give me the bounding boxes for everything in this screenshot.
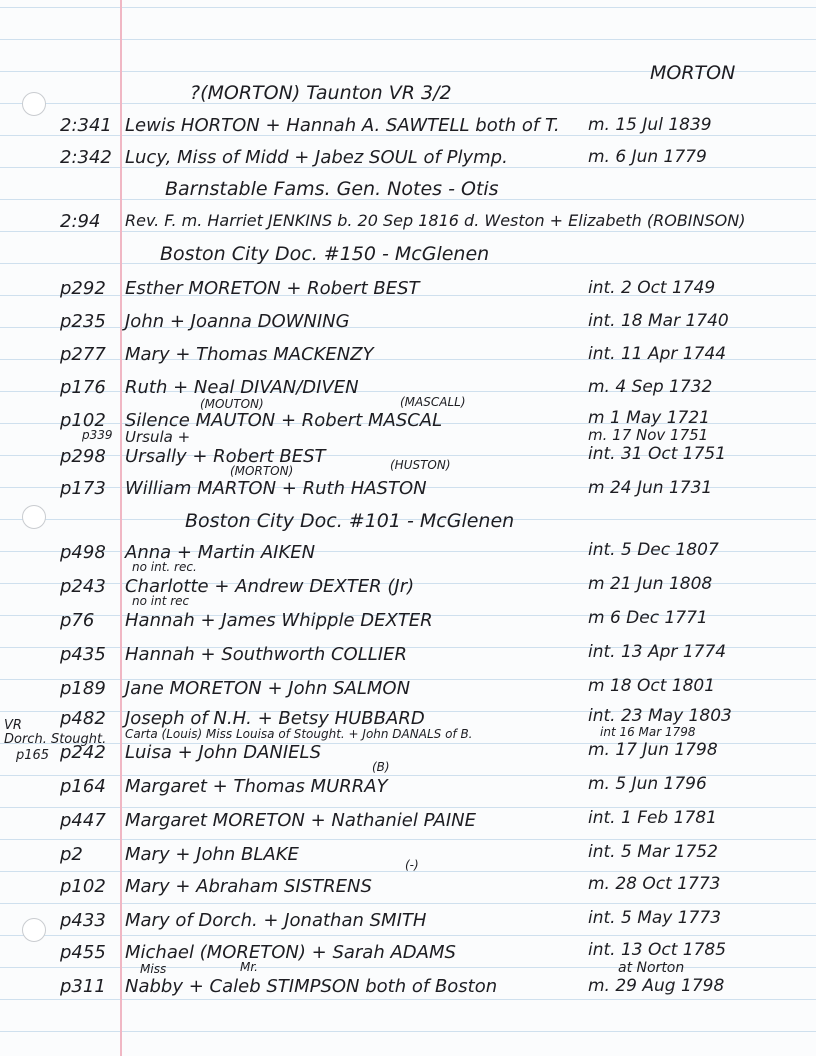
source-heading-barnstable: Barnstable Fams. Gen. Notes - Otis	[165, 178, 499, 200]
annotation-miss: Miss	[140, 962, 167, 976]
record-date: int. 31 Oct 1751	[588, 444, 727, 464]
record-names: Jane MORETON + John SALMON	[125, 678, 411, 699]
record-date: m 6 Dec 1771	[588, 608, 708, 628]
record-date: m. 17 Jun 1798	[588, 740, 718, 760]
record-date: int. 1 Feb 1781	[588, 808, 717, 828]
record-names: Esther MORETON + Robert BEST	[125, 278, 420, 299]
record-ref: p298	[60, 446, 106, 467]
record-names: Mary + John BLAKE	[125, 844, 299, 865]
annotation-mr: Mr.	[240, 960, 258, 974]
record-date: int. 5 May 1773	[588, 908, 722, 928]
record-names: Luisa + John DANIELS	[125, 742, 322, 763]
record-ref: p242	[60, 742, 106, 763]
side-note-dorch: Dorch. Stought.	[4, 732, 107, 747]
record-ref: p455	[60, 942, 106, 963]
record-names: Silence MAUTON + Robert MASCAL	[125, 410, 443, 431]
annotation-dorch-date: int 16 Mar 1798	[600, 725, 696, 739]
annotation-huston: (HUSTON)	[390, 458, 451, 472]
record-names: John + Joanna DOWNING	[125, 311, 350, 332]
record-ref: p164	[60, 776, 106, 797]
record-ref: p498	[60, 542, 106, 563]
record-date: int. 13 Oct 1785	[588, 940, 727, 960]
record-ref: p76	[60, 610, 95, 631]
annotation-sistrens-mark: (-)	[405, 858, 419, 872]
annotation-at-norton: at Norton	[618, 960, 685, 976]
record-date: m. 5 Jun 1796	[588, 774, 707, 794]
record-date: m. 4 Sep 1732	[588, 377, 713, 397]
record-date: int. 23 May 1803	[588, 706, 732, 726]
record-ref: p435	[60, 644, 106, 665]
annotation-no-int-rec: no int rec	[132, 594, 190, 608]
record-date: int. 18 Mar 1740	[588, 311, 729, 331]
record-names: Margaret MORETON + Nathaniel PAINE	[125, 810, 477, 831]
record-ref: p235	[60, 311, 106, 332]
record-ref: p189	[60, 678, 106, 699]
record-names: William MARTON + Ruth HASTON	[125, 478, 427, 499]
record-ref: p176	[60, 377, 106, 398]
record-ref: 2:94	[60, 211, 101, 232]
record-ref: p311	[60, 976, 106, 997]
record-ref: p292	[60, 278, 106, 299]
record-names: Lucy, Miss of Midd + Jabez SOUL of Plymp.	[125, 147, 508, 168]
source-heading-boston-150: Boston City Doc. #150 - McGlenen	[160, 243, 490, 265]
record-ref: p102	[60, 876, 106, 897]
record-ref: 2:341	[60, 115, 112, 136]
record-date: m. 29 Aug 1798	[588, 976, 725, 996]
record-names: Michael (MORETON) + Sarah ADAMS	[125, 942, 456, 963]
record-names: Joseph of N.H. + Betsy HUBBARD	[125, 708, 425, 729]
record-names: Ursally + Robert BEST	[125, 446, 326, 467]
annotation-morton: (MORTON)	[230, 464, 294, 478]
record-names: Mary of Dorch. + Jonathan SMITH	[125, 910, 427, 931]
record-names: Mary + Abraham SISTRENS	[125, 876, 372, 897]
red-margin-line	[120, 0, 122, 1056]
record-names: Hannah + James Whipple DEXTER	[125, 610, 433, 631]
punch-hole-icon	[22, 505, 46, 529]
source-heading-boston-101: Boston City Doc. #101 - McGlenen	[185, 510, 515, 532]
record-date: m 18 Oct 1801	[588, 676, 716, 696]
record-names: Rev. F. m. Harriet JENKINS b. 20 Sep 1816 d. Weston + Elizabeth (ROBINSON)	[125, 211, 746, 230]
record-date: int. 11 Apr 1744	[588, 344, 727, 364]
punch-hole-icon	[22, 92, 46, 116]
record-ref: p2	[60, 844, 83, 865]
record-ref: p339	[82, 428, 113, 442]
annotation-no-int-rec: no int. rec.	[132, 560, 197, 574]
record-date: m 24 Jun 1731	[588, 478, 713, 498]
record-ref: p173	[60, 478, 106, 499]
record-date: m 1 May 1721	[588, 408, 710, 428]
record-names: Ursula +	[125, 428, 191, 446]
side-note-page: p165	[16, 748, 50, 763]
record-names: Hannah + Southworth COLLIER	[125, 644, 407, 665]
side-note-vr: VR	[4, 718, 22, 733]
record-names: Nabby + Caleb STIMPSON both of Boston	[125, 976, 498, 997]
record-ref: p277	[60, 344, 106, 365]
record-date: int. 5 Dec 1807	[588, 540, 719, 560]
record-names: Margaret + Thomas MURRAY	[125, 776, 388, 797]
record-names: Mary + Thomas MACKENZY	[125, 344, 374, 365]
record-ref: p447	[60, 810, 106, 831]
record-ref: p243	[60, 576, 106, 597]
record-ref: p102	[60, 410, 106, 431]
record-ref: p482	[60, 708, 106, 729]
record-names: Lewis HORTON + Hannah A. SAWTELL both of T.	[125, 115, 560, 136]
record-names: Charlotte + Andrew DEXTER (Jr)	[125, 576, 415, 597]
surname-header: MORTON	[650, 62, 736, 84]
record-date: m 21 Jun 1808	[588, 574, 713, 594]
record-date: m. 17 Nov 1751	[588, 426, 709, 444]
record-date: int. 5 Mar 1752	[588, 842, 718, 862]
annotation-mouton: (MOUTON)	[200, 397, 264, 411]
punch-hole-icon	[22, 918, 46, 942]
record-date: m. 28 Oct 1773	[588, 874, 721, 894]
annotation-mascall: (MASCALL)	[400, 395, 466, 409]
annotation-daniels-b: (B)	[372, 760, 390, 774]
record-names: Ruth + Neal DIVAN/DIVEN	[125, 377, 359, 398]
annotation-dorch-insert: Carta (Louis) Miss Louisa of Stought. + John DANALS of B.	[125, 727, 473, 741]
record-ref: 2:342	[60, 147, 112, 168]
source-heading-taunton: ?(MORTON) Taunton VR 3/2	[190, 82, 452, 104]
record-date: m. 6 Jun 1779	[588, 147, 707, 167]
record-date: int. 13 Apr 1774	[588, 642, 727, 662]
record-ref: p433	[60, 910, 106, 931]
record-date: m. 15 Jul 1839	[588, 115, 712, 135]
record-date: int. 2 Oct 1749	[588, 278, 716, 298]
record-names: Anna + Martin AIKEN	[125, 542, 316, 563]
